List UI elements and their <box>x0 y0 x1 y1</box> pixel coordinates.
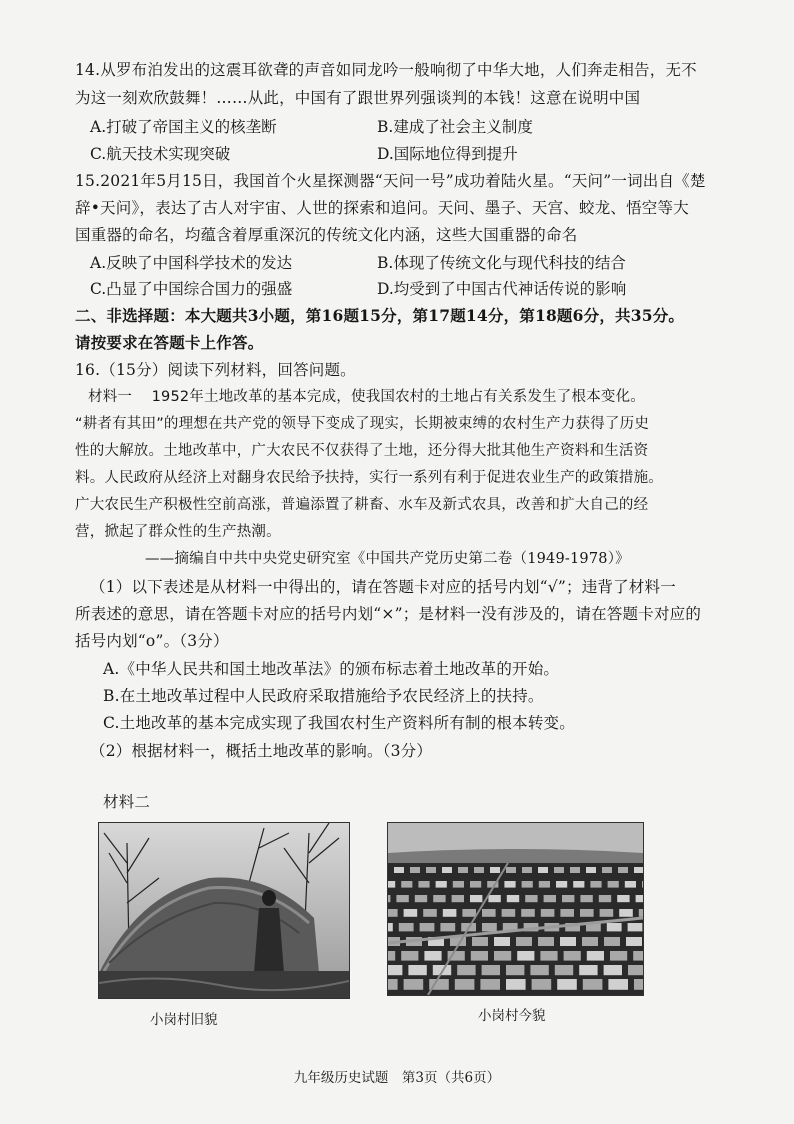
section2-heading: 二、非选择题：本大题共3小题，第16题15分，第17题14分，第18题6分，共35分。 <box>75 306 685 325</box>
material1-line6: 营，掀起了群众性的生产热潮。 <box>75 524 281 540</box>
q14-stem-line1: 14.从罗布泊发出的这震耳欲聋的声音如同龙吟一般响彻了中华大地，人们奔走相告，无不 <box>75 61 697 79</box>
q16-statement-a: A.《中华人民共和国土地改革法》的颁布标志着土地改革的开始。 <box>103 660 560 678</box>
q15-option-b: B.体现了传统文化与现代科技的结合 <box>377 254 626 272</box>
photo2-caption: 小岗村今貌 <box>478 1008 546 1024</box>
q16-header: 16.（15分）阅读下列材料，回答问题。 <box>75 361 356 379</box>
material1-source: ——摘编自中共中央党史研究室《中国共产党历史第二卷（1949-1978）》 <box>145 551 630 567</box>
q16-statement-b: B.在土地改革过程中人民政府采取措施给予农民经济上的扶持。 <box>103 687 544 705</box>
q16-sub2: （2）根据材料一，概括土地改革的影响。（3分） <box>90 742 433 760</box>
q14-option-c: C.航天技术实现突破 <box>90 145 231 163</box>
photo1-caption: 小岗村旧貌 <box>150 1012 218 1028</box>
q16-sub1-line2: 所表述的意思，请在答题卡对应的括号内划“×”；是材料一没有涉及的，请在答题卡对应的 <box>75 605 702 623</box>
q15-stem-line1: 15.2021年5月15日，我国首个火星探测器“天问一号”成功着陆火星。“天问”一词出自《楚 <box>75 172 706 190</box>
q15-option-c: C.凸显了中国综合国力的强盛 <box>90 280 293 298</box>
q16-statement-c: C.土地改革的基本完成实现了我国农村生产资料所有制的根本转变。 <box>103 714 575 732</box>
material1-line4: 料。人民政府从经济上对翻身农民给予扶持，实行一系列有利于促进农业生产的政策措施。 <box>75 470 663 486</box>
q14-option-d: D.国际地位得到提升 <box>377 145 518 163</box>
xiaogang-old-photo <box>98 822 350 999</box>
page-footer: 九年级历史试题 第3页（共6页） <box>293 1070 501 1086</box>
material1-line2: “耕者有其田”的理想在共产党的领导下变成了现实，长期被束缚的农村生产力获得了历史 <box>75 416 650 432</box>
q14-option-a: A.打破了帝国主义的核垄断 <box>90 118 277 136</box>
xiaogang-new-photo <box>387 822 644 996</box>
material1-line3: 性的大解放。土地改革中，广大农民不仅获得了土地，还分得大批其他生产资料和生活资 <box>75 443 649 459</box>
material1-line1: 材料一 1952年土地改革的基本完成，使我国农村的土地占有关系发生了根本变化。 <box>88 389 646 405</box>
q15-option-a: A.反映了中国科学技术的发达 <box>90 254 293 272</box>
q14-option-b: B.建成了社会主义制度 <box>377 118 533 136</box>
q14-stem-line2: 为这一刻欢欣鼓舞！……从此，中国有了跟世界列强谈判的本钱！这意在说明中国 <box>75 89 641 107</box>
q15-stem-line2: 辞•天问》，表达了古人对宇宙、人世的探索和追问。天问、墨子、天宫、蛟龙、悟空等大 <box>75 199 689 217</box>
section2-instruction: 请按要求在答题卡上作答。 <box>75 333 264 352</box>
material1-line5: 广大农民生产积极性空前高涨，普遍添置了耕畜、水车及新式农具，改善和扩大自己的经 <box>75 497 649 513</box>
material2-label: 材料二 <box>103 793 151 811</box>
q15-stem-line3: 国重器的命名，均蕴含着厚重深沉的传统文化内涵，这些大国重器的命名 <box>75 226 578 244</box>
q15-option-d: D.均受到了中国古代神话传说的影响 <box>377 280 627 298</box>
q16-sub1-line3: 括号内划“o”。（3分） <box>75 632 229 650</box>
q16-sub1-line1: （1）以下表述是从材料一中得出的，请在答题卡对应的括号内划“√”；违背了材料一 <box>90 578 676 596</box>
